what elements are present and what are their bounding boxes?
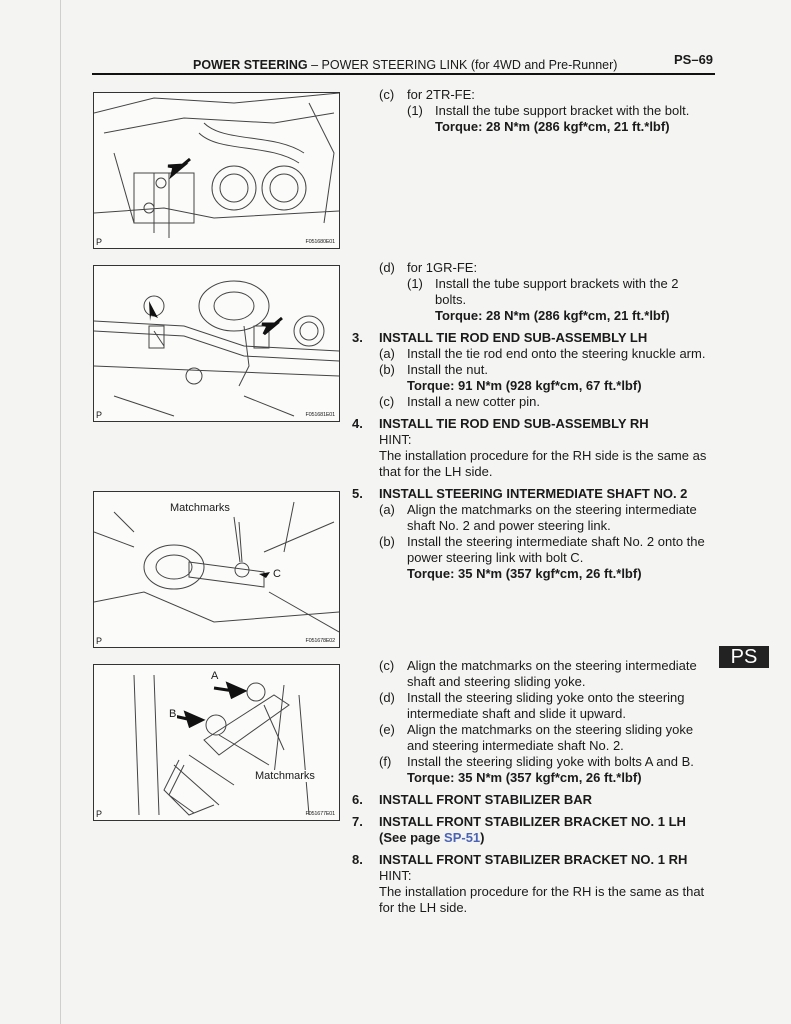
step-7-number: 7.: [352, 814, 363, 829]
hint-text: The installation procedure for the RH side is the same as: [379, 448, 707, 463]
step-d-key: (d): [379, 260, 395, 275]
step-6-number: 6.: [352, 792, 363, 807]
figure-tube-bracket-2trfe: [93, 92, 340, 249]
hint-text: The installation procedure for the RH is the same as that: [379, 884, 705, 899]
figure-code: F051681E01: [305, 412, 335, 418]
step-3-title: INSTALL TIE ROD END SUB-ASSEMBLY LH: [379, 330, 648, 345]
step-c-key: (c): [379, 87, 395, 102]
figure-p-mark: P: [96, 410, 103, 420]
step-c1-key: (1): [407, 103, 423, 118]
section-title: POWER STEERING: [193, 58, 308, 72]
page-link-sp51[interactable]: SP-51: [444, 830, 481, 845]
arrow-a-icon: [214, 684, 244, 697]
step-5-title: INSTALL STEERING INTERMEDIATE SHAFT NO. 2: [379, 486, 688, 501]
bolt-b-label: B: [169, 708, 177, 720]
step-5c-text-cont: shaft and steering sliding yoke.: [407, 674, 586, 689]
step-4-title: INSTALL TIE ROD END SUB-ASSEMBLY RH: [379, 416, 649, 431]
step-6-title: INSTALL FRONT STABILIZER BAR: [379, 792, 593, 807]
hint-label: HINT:: [379, 868, 412, 883]
figure-code: F051678E02: [305, 638, 335, 644]
step-c-text: for 2TR-FE:: [407, 87, 475, 102]
arrow-icon: [262, 318, 282, 334]
see-page-prefix: (See page: [379, 830, 445, 845]
torque-spec: Torque: 28 N*m (286 kgf*cm, 21 ft.*lbf): [435, 308, 670, 323]
step-7-title: INSTALL FRONT STABILIZER BRACKET NO. 1 LH: [379, 814, 686, 829]
step-5d-key: (d): [379, 690, 395, 705]
step-5f-text: Install the steering sliding yoke with bolts A and B.: [407, 754, 694, 769]
page-header: [193, 58, 617, 72]
step-d1-key: (1): [407, 276, 423, 291]
torque-spec: Torque: 35 N*m (357 kgf*cm, 26 ft.*lbf): [407, 566, 642, 581]
figure-intermediate-shaft-no2: [93, 491, 340, 648]
figure-code: F051680E01: [305, 239, 335, 245]
step-d1-text-cont: bolts.: [435, 292, 467, 307]
step-3b-key: (b): [379, 362, 395, 377]
figure-p-mark: P: [96, 636, 103, 646]
matchmarks-label: Matchmarks: [170, 502, 230, 514]
step-5d-text-cont: intermediate shaft and slide it upward.: [407, 706, 626, 721]
arrow-icon: [149, 301, 158, 321]
step-c1-text: Install the tube support bracket with the bolt.: [435, 103, 690, 118]
step-3c-text: Install a new cotter pin.: [407, 394, 540, 409]
torque-spec: Torque: 91 N*m (928 kgf*cm, 67 ft.*lbf): [407, 378, 642, 393]
bolt-c-label: C: [273, 568, 281, 580]
steering-link-illustration: [94, 492, 339, 647]
step-3-number: 3.: [352, 330, 363, 345]
step-3a-key: (a): [379, 346, 395, 361]
step-5b-text: Install the steering intermediate shaft No. 2 onto the: [407, 534, 705, 549]
engine-illustration: [94, 266, 339, 421]
engine-illustration: [94, 93, 339, 248]
ps-section-tab[interactable]: PS: [719, 646, 769, 668]
step-3b-text: Install the nut.: [407, 362, 488, 377]
step-5a-key: (a): [379, 502, 395, 517]
figure-tube-brackets-1grfe: [93, 265, 340, 422]
hint-text-cont: for the LH side.: [379, 900, 468, 915]
header-rule: [92, 73, 715, 75]
step-5e-text: Align the matchmarks on the steering sliding yoke: [407, 722, 694, 737]
section-subtitle: POWER STEERING LINK (for 4WD and Pre-Runner): [321, 58, 618, 72]
torque-spec: Torque: 35 N*m (357 kgf*cm, 26 ft.*lbf): [407, 770, 642, 785]
step-5c-text: Align the matchmarks on the steering intermediate: [407, 658, 697, 673]
step-5f-key: (f): [379, 754, 392, 769]
step-5d-text: Install the steering sliding yoke onto the steering: [407, 690, 685, 705]
figure-p-mark: P: [96, 237, 103, 247]
see-page-ref: [379, 830, 485, 846]
sliding-yoke-illustration: [94, 665, 339, 820]
figure-p-mark: P: [96, 809, 103, 819]
torque-spec: Torque: 28 N*m (286 kgf*cm, 21 ft.*lbf): [435, 119, 670, 134]
step-d-text: for 1GR-FE:: [407, 260, 478, 275]
hint-label: HINT:: [379, 432, 412, 447]
step-3c-key: (c): [379, 394, 395, 409]
see-page-suffix: ): [480, 830, 485, 845]
step-5c-key: (c): [379, 658, 395, 673]
step-4-number: 4.: [352, 416, 363, 431]
step-8-title: INSTALL FRONT STABILIZER BRACKET NO. 1 RH: [379, 852, 688, 867]
page-fold-line: [60, 0, 61, 1024]
step-5e-text-cont: and steering intermediate shaft No. 2.: [407, 738, 624, 753]
step-5a-text: Align the matchmarks on the steering intermediate: [407, 502, 697, 517]
step-8-number: 8.: [352, 852, 363, 867]
step-3a-text: Install the tie rod end onto the steering knuckle arm.: [407, 346, 706, 361]
bolt-a-label: A: [211, 670, 219, 682]
figure-code: F051677E01: [305, 811, 335, 817]
step-5b-text-cont: power steering link with bolt C.: [407, 550, 584, 565]
step-5e-key: (e): [379, 722, 395, 737]
step-5-number: 5.: [352, 486, 363, 501]
header-dash: –: [311, 58, 319, 72]
page-number: PS–69: [674, 52, 714, 67]
matchmarks-label: Matchmarks: [255, 770, 315, 782]
step-d1-text: Install the tube support brackets with the 2: [435, 276, 679, 291]
step-5a-text-cont: shaft No. 2 and power steering link.: [407, 518, 611, 533]
arrow-b-icon: [174, 713, 202, 726]
hint-text-cont: that for the LH side.: [379, 464, 493, 479]
step-5b-key: (b): [379, 534, 395, 549]
figure-sliding-yoke: [93, 664, 340, 821]
